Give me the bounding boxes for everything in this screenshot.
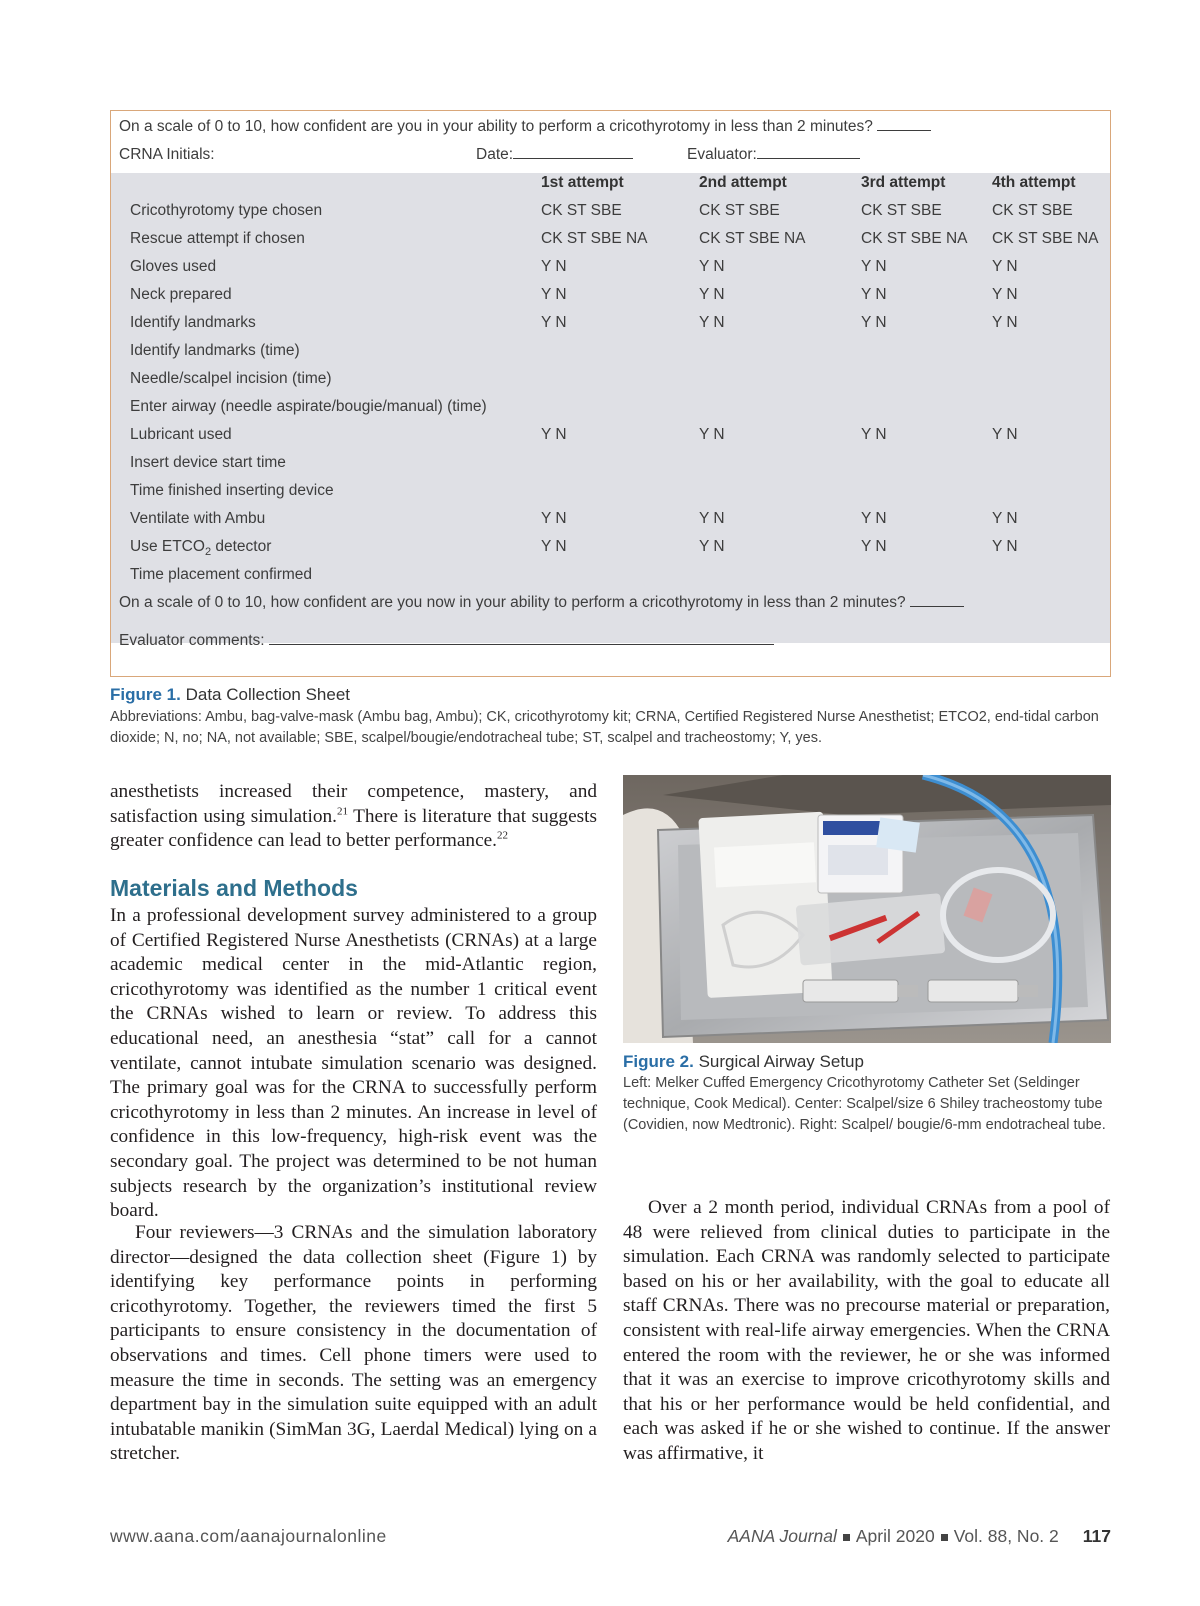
confidence-after-blank (910, 590, 964, 607)
form-row-value: Y N (992, 426, 1018, 443)
form-row (111, 197, 1110, 225)
page-number: 117 (1082, 1526, 1111, 1546)
form-row-value: CK ST SBE NA (541, 230, 648, 247)
form-row-value: Y N (992, 258, 1018, 275)
issue-date: April 2020 (855, 1526, 935, 1546)
attempt-2-header: 2nd attempt (699, 174, 787, 191)
form-row (111, 253, 1110, 281)
form-row-label: Neck prepared (130, 286, 232, 303)
form-row (111, 505, 1110, 533)
form-row (111, 561, 1110, 589)
form-row (111, 281, 1110, 309)
form-row-value: Y N (861, 426, 887, 443)
confidence-before-question: On a scale of 0 to 10, how confident are you in your ability to perform a cricothyrotomy in less than 2 minutes? (119, 118, 873, 135)
form-row (111, 393, 1110, 421)
form-row-label: Needle/scalpel incision (time) (130, 370, 332, 387)
intro-text-2: There is literature that suggests greater confidence can lead to better performance. (110, 805, 597, 852)
confidence-before-row (111, 113, 1110, 141)
attempt-4-header: 4th attempt (992, 174, 1076, 191)
form-row-value: Y N (861, 314, 887, 331)
evaluator-label: Evaluator: (687, 146, 757, 163)
figure-2-caption (623, 1052, 1113, 1072)
form-row-value: Y N (861, 510, 887, 527)
separator-square-icon (941, 1534, 948, 1541)
form-row-label: Lubricant used (130, 426, 232, 443)
methods-paragraph-1: In a professional development survey administered to a group of Certified Registered Nurse Anesthetists (CRNAs) at a large academic medical center in the mid-Atlantic region, cricothyrotomy was identified as the number 1 critical event the CRNAs wished to learn or review. To address this educational need, an anesthesia “stat” call for a cannot ventilate, cannot intubate simulation scenario was designed. The primary goal was for the CRNA to successfully perform cricothyrotomy in less than 2 minutes. An increase in level of confidence in this low-frequency, high-risk event was the secondary goal. The project was determined to be not human subjects research by the organization’s institutional review board. (110, 905, 597, 1222)
crna-initials-label: CRNA Initials: (119, 146, 215, 163)
figure-1-caption (110, 685, 1110, 705)
attempt-header-row (111, 169, 1110, 197)
form-row (111, 365, 1110, 393)
date-label: Date: (476, 146, 514, 163)
form-row-value: Y N (699, 314, 725, 331)
evaluator-comments-row (111, 627, 1110, 655)
form-row-value: Y N (699, 510, 725, 527)
form-row-label: Time placement confirmed (130, 566, 313, 583)
data-collection-form (110, 110, 1111, 677)
evaluator-blank (757, 142, 860, 159)
reference-22: 22 (497, 829, 508, 842)
form-row (111, 421, 1110, 449)
form-row-label: Identify landmarks (time) (130, 342, 300, 359)
form-row-label: Insert device start time (130, 454, 286, 471)
evaluator-comments-blank (269, 628, 774, 645)
form-row-value: Y N (992, 510, 1018, 527)
reference-21: 21 (336, 805, 348, 818)
form-row-label: Ventilate with Ambu (130, 510, 266, 527)
form-row-value: CK ST SBE NA (861, 230, 968, 247)
separator-square-icon (843, 1534, 850, 1541)
form-row (111, 225, 1110, 253)
section-heading: Materials and Methods (110, 875, 358, 901)
form-row-value: Y N (541, 286, 567, 303)
attempt-1-header: 1st attempt (541, 174, 624, 191)
evaluator-comments-label: Evaluator comments: (119, 632, 265, 649)
form-row-value: Y N (541, 510, 567, 527)
photo-illustration (623, 775, 1111, 1043)
confidence-before-blank (877, 114, 931, 131)
confidence-after-row (111, 589, 1110, 617)
intro-paragraph (110, 780, 597, 854)
form-row-value: Y N (861, 258, 887, 275)
form-header-row (111, 141, 1110, 169)
form-row (111, 309, 1110, 337)
figure-1-title: Data Collection Sheet (185, 685, 351, 704)
journal-name: AANA Journal (727, 1526, 837, 1546)
form-row-value: Y N (541, 538, 567, 555)
form-row-label: Identify landmarks (130, 314, 256, 331)
form-row-value: Y N (861, 538, 887, 555)
form-row-value: CK ST SBE NA (699, 230, 806, 247)
form-row-value: Y N (699, 538, 725, 555)
surgical-airway-photo (623, 775, 1111, 1043)
form-row-value: CK ST SBE (992, 202, 1073, 219)
confidence-after-question: On a scale of 0 to 10, how confident are you now in your ability to perform a cricothyrotomy in less than 2 minutes? (119, 594, 906, 611)
form-row (111, 337, 1110, 365)
form-row (111, 449, 1110, 477)
form-row-value: Y N (699, 286, 725, 303)
form-row-label-etco2: Use $ETCO_2$ detector (130, 538, 272, 559)
methods-paragraph-3: Over a 2 month period, individual CRNAs from a pool of 48 were relieved from clinical duties to participate in the simulation. Each CRNA was randomly selected to participate based on his or her availability, with the goal to educate all staff CRNAs. There was no precourse material or preparation, consistent with real-life airway emergencies. When the CRNA entered the room with the reviewer, he or she was informed that it was an exercise to improve cricothyrotomy skills and that his or her performance would be held confidential, and each was asked if he or she wished to continue. If the answer was affirmative, it (623, 1197, 1110, 1464)
figure-2-label: Figure 2. (623, 1052, 694, 1071)
form-row-value: Y N (699, 426, 725, 443)
methods-paragraph-2: Four reviewers—3 CRNAs and the simulation laboratory director—designed the data collection sheet (Figure 1) by identifying key performance points in performing cricothyrotomy. Together, the reviewers timed the first 5 participants to ensure consistency in the documentation of observations and times. Cell phone timers were used to measure the time in seconds. The setting was an emergency department bay in the simulation suite equipped with an adult intubatable manikin (SimMan 3G, Laerdal Medical) lying on a stretcher. (110, 1222, 597, 1465)
form-row-value: CK ST SBE (699, 202, 780, 219)
figure-1-abbreviations: Abbreviations: Ambu, bag-valve-mask (Ambu bag, Ambu); CK, cricothyrotomy kit; CRNA, Certified Registered Nurse Anesthetist; ETCO2, end-tidal carbon dioxide; N, no; NA, not available; SBE, scalpel/bougie/endotracheal tube; ST, scalpel and tracheostomy; Y, yes. (110, 709, 1099, 746)
date-blank (513, 142, 633, 159)
form-row-value: CK ST SBE (541, 202, 622, 219)
attempt-3-header: 3rd attempt (861, 174, 946, 191)
volume-number: Vol. 88, No. 2 (953, 1526, 1059, 1546)
form-row-value: Y N (992, 286, 1018, 303)
form-row-label: Time finished inserting device (130, 482, 334, 499)
form-row-label: Gloves used (130, 258, 217, 275)
form-row (111, 477, 1110, 505)
form-row-value: Y N (541, 426, 567, 443)
form-row-label: Enter airway (needle aspirate/bougie/manual) (time) (130, 398, 487, 415)
footer-url: www.aana.com/aanajournalonline (110, 1526, 387, 1546)
form-row-value: Y N (541, 314, 567, 331)
figure-2-description: Left: Melker Cuffed Emergency Cricothyrotomy Catheter Set (Seldinger technique, Cook Medical). Center: Scalpel/size 6 Shiley tracheostomy tube (Covidien, now Medtronic). Right: Scalpel/ bougie/6-mm endotracheal tube. (623, 1075, 1106, 1133)
form-row (111, 533, 1110, 561)
footer-journal-info (728, 1526, 1111, 1547)
form-row-value: CK ST SBE (861, 202, 942, 219)
form-row-label: Rescue attempt if chosen (130, 230, 305, 247)
intro-text: anesthetists increased their competence, mastery, and satisfaction using simulation. (110, 781, 597, 827)
form-row-value: Y N (992, 538, 1018, 555)
figure-1-label: Figure 1. (110, 685, 181, 704)
figure-2-title: Surgical Airway Setup (698, 1052, 864, 1071)
form-row-value: Y N (541, 258, 567, 275)
form-row-value: Y N (699, 258, 725, 275)
form-row-value: Y N (992, 314, 1018, 331)
form-row-label: Cricothyrotomy type chosen (130, 202, 323, 219)
form-row-value: CK ST SBE NA (992, 230, 1099, 247)
form-row-value: Y N (861, 286, 887, 303)
